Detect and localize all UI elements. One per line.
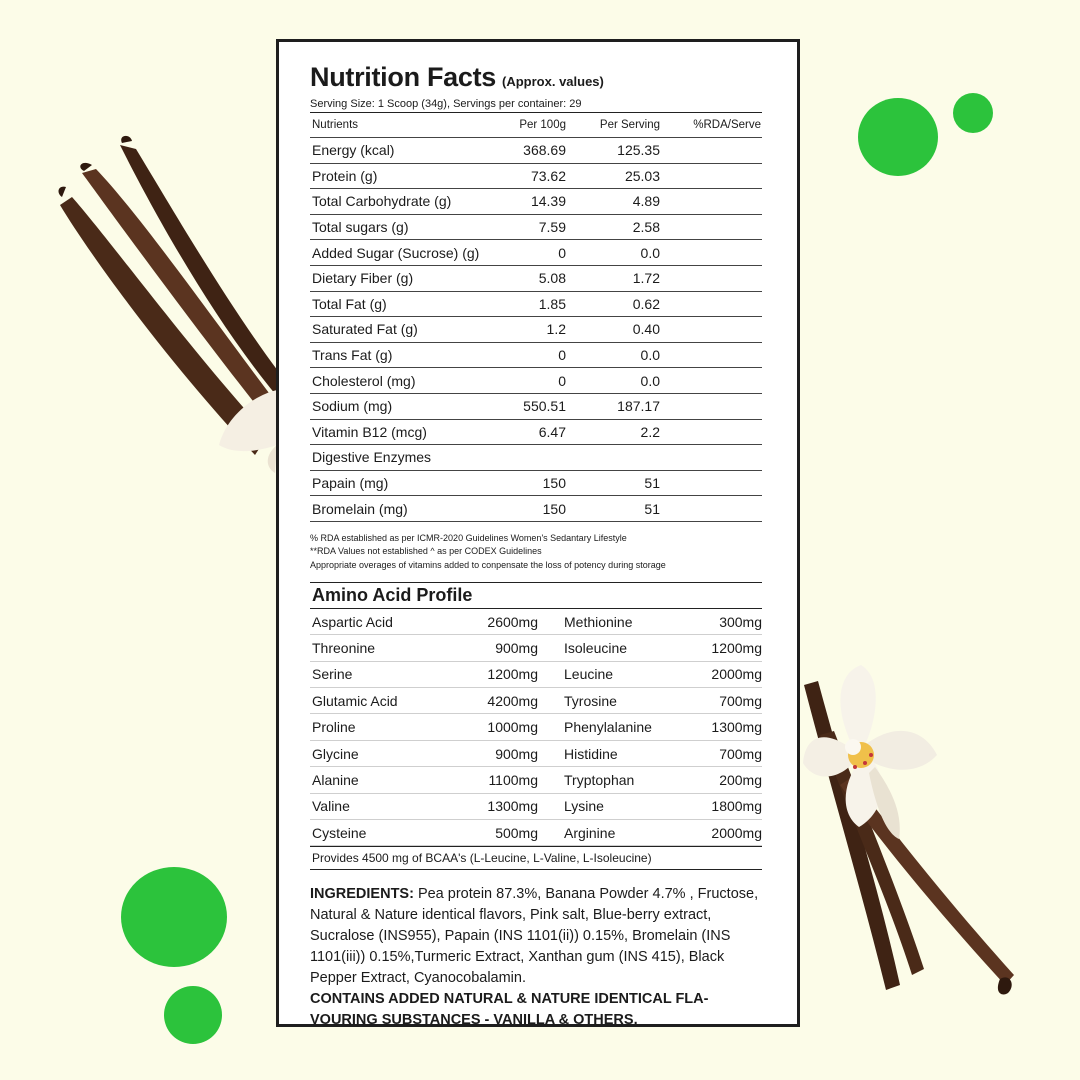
per100-value: 73.62 <box>530 167 566 184</box>
amino-name: Glutamic Acid <box>312 692 398 709</box>
table-row <box>310 794 762 820</box>
perserving-value: 2.2 <box>640 423 660 440</box>
amino-name: Isoleucine <box>564 639 628 656</box>
amino-amount: 1000mg <box>487 719 538 736</box>
panel-title: Nutrition Facts <box>310 62 497 92</box>
green-dot <box>858 98 938 176</box>
amino-name: Proline <box>312 719 356 736</box>
table-row <box>310 635 762 661</box>
amino-amount: 1800mg <box>711 798 762 815</box>
nutrient-name: Bromelain (mg) <box>312 500 408 517</box>
ingredients-text <box>310 884 770 989</box>
table-row <box>310 662 762 688</box>
amino-name: Tryptophan <box>564 771 635 788</box>
table-row <box>310 343 762 369</box>
amino-name: Alanine <box>312 771 359 788</box>
col-header-nutrients: Nutrients <box>312 119 359 131</box>
table-row <box>310 138 762 164</box>
table-row <box>310 164 762 190</box>
amino-name: Leucine <box>564 666 614 683</box>
nutrient-name: Papain (mg) <box>312 475 389 492</box>
nutrient-name: Saturated Fat (g) <box>312 321 418 338</box>
amino-name: Serine <box>312 666 353 683</box>
amino-amount: 2000mg <box>711 666 762 683</box>
amino-name: Phenylalanine <box>564 719 652 736</box>
panel-title-sub: (Approx. values) <box>502 74 604 89</box>
nutrient-name: Dietary Fiber (g) <box>312 270 414 287</box>
nutrient-name: Vitamin B12 (mcg) <box>312 423 427 440</box>
amino-amount: 200mg <box>719 771 762 788</box>
perserving-value: 4.89 <box>632 193 660 210</box>
perserving-value: 0.0 <box>640 347 660 364</box>
per100-value: 0 <box>558 372 566 389</box>
table-row <box>310 714 762 740</box>
amino-amount: 700mg <box>719 745 762 762</box>
perserving-value: 0.40 <box>632 321 660 338</box>
per100-value: 0 <box>558 244 566 261</box>
footnotes <box>310 532 762 580</box>
amino-title: Amino Acid Profile <box>310 582 762 609</box>
amino-name: Valine <box>312 798 350 815</box>
table-row <box>310 317 762 343</box>
serving-info: Serving Size: 1 Scoop (34g), Servings per container: 29 <box>310 96 762 113</box>
amino-name: Glycine <box>312 745 359 762</box>
nutrient-name: Total Fat (g) <box>312 295 387 312</box>
nutrient-name: Digestive Enzymes <box>312 449 432 466</box>
per100-value: 0 <box>558 347 566 364</box>
amino-amount: 900mg <box>495 639 538 656</box>
vanilla-flower-icon <box>803 663 943 843</box>
footnote: Appropriate overages of vitamins added to conpensate the loss of potency during storage <box>310 559 666 570</box>
amino-table <box>310 609 762 847</box>
contains-statement: CONTAINS ADDED NATURAL & NATURE IDENTICAL FLA-VOURING SUBSTANCES - VANILLA & OTHERS. <box>310 991 709 1029</box>
perserving-value: 125.35 <box>617 142 660 159</box>
table-row <box>310 471 762 497</box>
perserving-value: 0.62 <box>632 295 660 312</box>
bcaa-note: Provides 4500 mg of BCAA's (L-Leucine, L-Valine, L-Isoleucine) <box>310 846 762 870</box>
perserving-value: 2.58 <box>632 219 660 236</box>
perserving-value: 187.17 <box>617 398 660 415</box>
nutrition-panel <box>276 39 800 1027</box>
nutrient-name: Cholesterol (mg) <box>312 372 416 389</box>
amino-name: Histidine <box>564 745 618 762</box>
amino-amount: 900mg <box>495 745 538 762</box>
perserving-value: 25.03 <box>624 167 660 184</box>
per100-value: 150 <box>542 500 566 517</box>
table-row <box>310 741 762 767</box>
amino-name: Lysine <box>564 798 604 815</box>
amino-name: Arginine <box>564 824 616 841</box>
footnote: **RDA Values not established ^ as per CODEX Guidelines <box>310 546 542 557</box>
perserving-value: 1.72 <box>632 270 660 287</box>
ingredients-label: INGREDIENTS: <box>310 886 414 903</box>
table-row <box>310 688 762 714</box>
per100-value: 1.2 <box>546 321 566 338</box>
table-row <box>310 215 762 241</box>
ingredients-list: Pea protein 87.3%, Banana Powder 4.7% , Fructose, Natural & Nature identical flavors, Pink salt, Blue-berry extract, Sucralose (INS955), Papain (INS 1101(ii)) 0.15%, Bromelain (INS 1101(iii)) 0.15%,Turmeric Extract, Xanthan gum (INS 415), Black Pepper Extract, Cyanocobalamin. <box>310 886 759 987</box>
amino-name: Threonine <box>312 639 376 656</box>
nutrients-table <box>310 138 762 522</box>
table-row <box>310 420 762 446</box>
amino-name: Tyrosine <box>564 692 617 709</box>
nutrient-name: Sodium (mg) <box>312 398 393 415</box>
table-row <box>310 189 762 215</box>
amino-amount: 1100mg <box>488 771 538 788</box>
col-header-rda: %RDA/Serve <box>693 119 761 131</box>
nutrient-name: Added Sugar (Sucrose) (g) <box>312 244 480 261</box>
per100-value: 14.39 <box>530 193 566 210</box>
table-row <box>310 820 762 846</box>
per100-value: 550.51 <box>523 398 566 415</box>
amino-amount: 700mg <box>719 692 762 709</box>
amino-amount: 1300mg <box>711 719 762 736</box>
amino-amount: 500mg <box>495 824 538 841</box>
amino-amount: 1200mg <box>711 639 762 656</box>
table-row <box>310 368 762 394</box>
perserving-value: 0.0 <box>640 244 660 261</box>
green-dot <box>164 986 222 1044</box>
table-row <box>310 394 762 420</box>
amino-amount: 2600mg <box>487 613 538 630</box>
amino-amount: 1200mg <box>487 666 538 683</box>
col-header-perserving: Per Serving <box>599 119 660 131</box>
vanilla-flower-icon <box>215 385 277 475</box>
per100-value: 150 <box>542 475 566 492</box>
green-dot <box>953 93 993 133</box>
table-row <box>310 292 762 318</box>
amino-amount: 300mg <box>719 613 762 630</box>
amino-amount: 4200mg <box>487 692 538 709</box>
per100-value: 368.69 <box>523 142 566 159</box>
amino-amount: 2000mg <box>711 824 762 841</box>
nutrient-name: Protein (g) <box>312 167 378 184</box>
per100-value: 5.08 <box>538 270 566 287</box>
per100-value: 1.85 <box>538 295 566 312</box>
amino-name: Cysteine <box>312 824 367 841</box>
table-row <box>310 240 762 266</box>
table-row <box>310 609 762 635</box>
table-row <box>310 767 762 793</box>
perserving-value: 51 <box>644 500 660 517</box>
per100-value: 6.47 <box>538 423 566 440</box>
nutrient-name: Total Carbohydrate (g) <box>312 193 452 210</box>
green-dot <box>121 867 227 967</box>
per100-value: 7.59 <box>538 219 566 236</box>
perserving-value: 51 <box>644 475 660 492</box>
perserving-value: 0.0 <box>640 372 660 389</box>
table-row <box>310 266 762 292</box>
nutrients-header-row <box>310 113 762 138</box>
amino-name: Aspartic Acid <box>312 613 393 630</box>
nutrient-name: Total sugars (g) <box>312 219 409 236</box>
col-header-per100: Per 100g <box>519 119 566 131</box>
amino-amount: 1300mg <box>487 798 538 815</box>
table-row <box>310 496 762 522</box>
table-row <box>310 445 762 471</box>
nutrient-name: Trans Fat (g) <box>312 347 393 364</box>
amino-name: Methionine <box>564 613 633 630</box>
footnote: % RDA established as per ICMR-2020 Guidelines Women's Sedantary Lifestyle <box>310 532 627 543</box>
nutrient-name: Energy (kcal) <box>312 142 395 159</box>
panel-header <box>310 62 762 94</box>
